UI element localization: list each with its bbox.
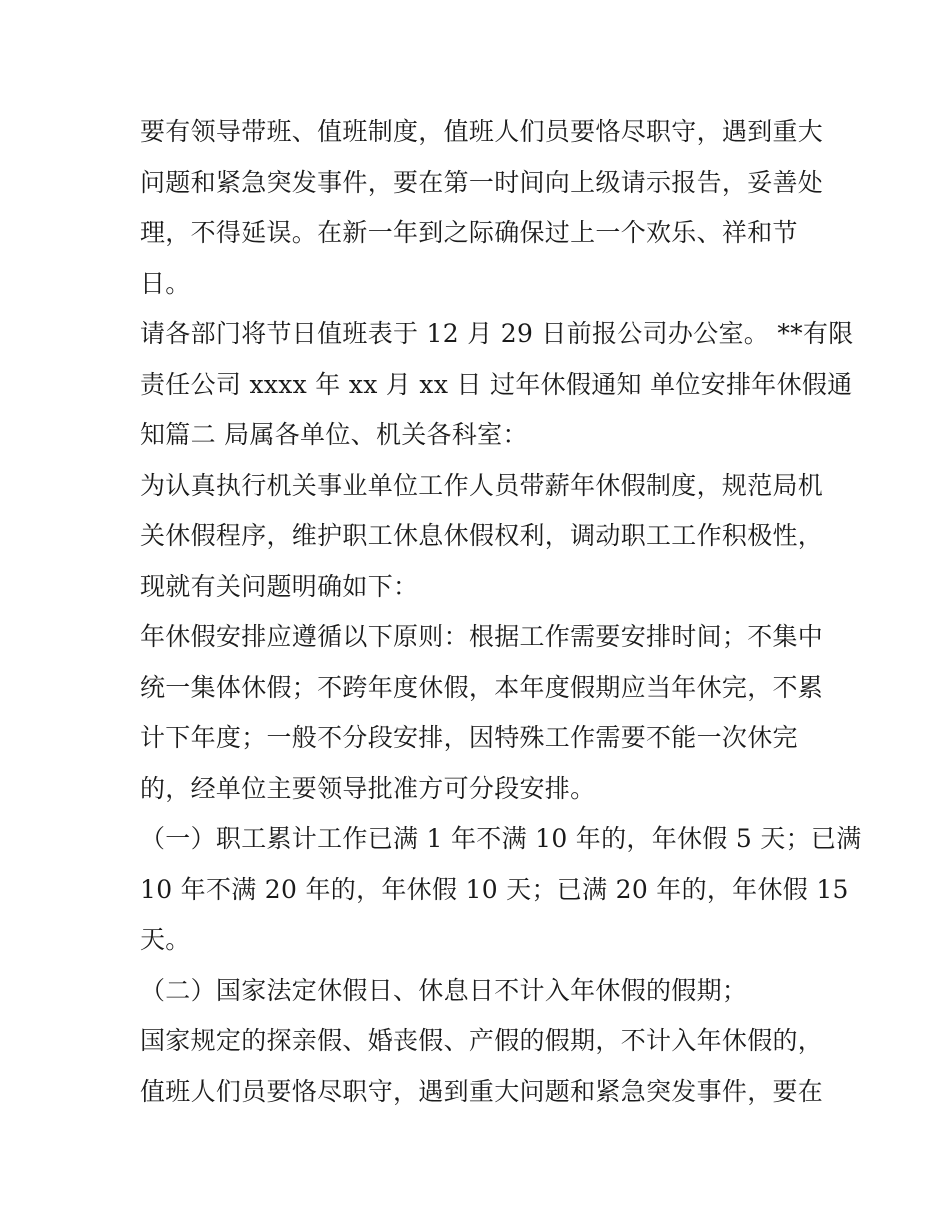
document-body [140,107,862,1117]
text-line: 知篇二 局属各单位、机关各科室： [140,420,528,449]
text-line: 请各部门将节日值班表于 12 月 29 日前报公司办公室。 **有限 [140,319,854,348]
text-line: 关休假程序，维护职工休息休假权利，调动职工工作积极性， [140,521,824,550]
text-line: （一）职工累计工作已满 1 年不满 10 年的，年休假 5 天；已满 [140,824,862,853]
text-line: 日。 [140,268,191,298]
text-line: 天。 [140,925,191,954]
text-line: 10 年不满 20 年的，年休假 10 天；已满 20 年的，年休假 15 [140,874,849,904]
text-line: 国家规定的探亲假、婚丧假、产假的假期，不计入年休假的， [140,1026,824,1055]
text-line: 问题和紧急突发事件，要在第一时间向上级请示报告，妥善处 [140,167,824,197]
text-line: 现就有关问题明确如下： [140,571,419,601]
text-line: 计下年度；一般不分段安排，因特殊工作需要不能一次休完 [140,723,798,752]
text-line: 年休假安排应遵循以下原则：根据工作需要安排时间；不集中 [140,622,824,651]
text-line: 统一集体休假；不跨年度休假，本年度假期应当年休完，不累 [140,672,824,702]
text-line: 值班人们员要恪尽职守，遇到重大问题和紧急突发事件，要在 [140,1076,824,1106]
text-line: （二）国家法定休假日、休息日不计入年休假的假期； [140,975,748,1005]
text-line: 为认真执行机关事业单位工作人员带薪年休假制度，规范局机 [140,470,824,500]
text-line: 责任公司 xxxx 年 xx 月 xx 日 过年休假通知 单位安排年休假通 [140,369,853,399]
text-line: 理，不得延误。在新一年到之际确保过上一个欢乐、祥和节 [140,218,798,247]
text-line: 要有领导带班、值班制度，值班人们员要恪尽职守，遇到重大 [140,117,824,146]
text-line: 的，经单位主要领导批准方可分段安排。 [140,773,596,803]
